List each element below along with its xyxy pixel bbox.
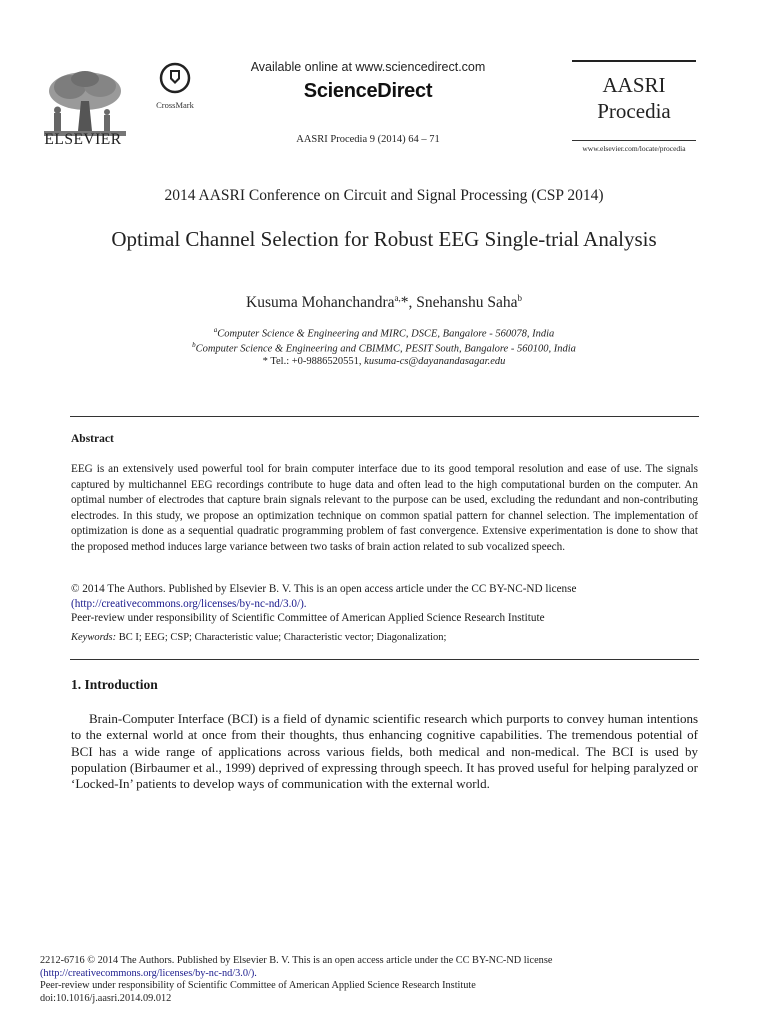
paper-title: Optimal Channel Selection for Robust EEG Single-trial Analysis: [111, 227, 657, 251]
author-superscript: a,: [394, 293, 401, 303]
abstract-body: EEG is an extensively used powerful tool for brain computer interface due to its good temporal resolution and ease of use. The signals captured by multichannel EEG recordings contribute to huge data and often lead to the high computational burden on the computer. An optimal number of electrodes that capture brain signals relevant to the purpose can be used, excluding the redundant and non-contributing electrodes. In this study, we propose an optimization technique on common spatial pattern for channel selection. The implementation of optimization is done as a sequential quadratic programming problem of fast convergence. Extensive experimentation is done to show that the proposed method induces large variance between two tasks of brain action related to sub vocalized speech.: [71, 463, 698, 553]
elsevier-wordmark: ELSEVIER: [44, 131, 122, 148]
page-footer: [40, 955, 728, 1006]
license-link[interactable]: (http://creativecommons.org/licenses/by-nc-nd/3.0/).: [71, 597, 307, 610]
aasri-procedia-masthead: [572, 60, 696, 152]
author-name: Snehanshu Saha: [416, 294, 518, 312]
keywords: [71, 632, 698, 643]
journal-url[interactable]: www.elsevier.com/locate/procedia: [582, 144, 686, 153]
crossmark-label: CrossMark: [156, 100, 194, 110]
author-list: [40, 293, 728, 312]
masthead-bottom-rule: [572, 140, 696, 141]
keywords-list: BC I; EEG; CSP; Characteristic value; Characteristic vector; Diagonalization;: [116, 632, 447, 643]
license-statement: [71, 582, 698, 626]
abstract-top-rule: [70, 416, 699, 417]
footer-license-link[interactable]: (http://creativecommons.org/licenses/by-nc-nd/3.0/).: [40, 967, 257, 979]
abstract-heading: Abstract: [71, 433, 114, 445]
author-name: Kusuma Mohanchandra: [246, 294, 395, 312]
keywords-label: Keywords:: [71, 632, 117, 643]
journal-reference: AASRI Procedia 9 (2014) 64 – 71: [296, 134, 440, 145]
aasri-procedia-title: [572, 72, 696, 124]
author-superscript: b: [517, 293, 522, 303]
aasri-title-line1: AASRI: [602, 73, 666, 97]
peer-review-line: Peer-review under responsibility of Scientific Committee of American Applied Science Research Institute: [71, 612, 545, 624]
aasri-title-line2: Procedia: [597, 99, 671, 123]
affiliation-marker: b: [192, 341, 196, 349]
contact-phone: * Tel.: +0-9886520551,: [262, 356, 365, 367]
footer-copyright: 2212-6716 © 2014 The Authors. Published by Elsevier B. V. This is an open access article under the CC BY-NC-ND license: [40, 955, 553, 966]
sciencedirect-logo[interactable]: ScienceDirect: [303, 80, 433, 102]
contact-email[interactable]: kusuma-cs@dayanandasagar.edu: [364, 356, 506, 367]
section-heading-introduction: 1. Introduction: [71, 677, 158, 692]
author-separator: *,: [400, 294, 417, 312]
introduction-paragraph: Brain-Computer Interface (BCI) is a field of dynamic scientific research which purports to convey human intentions to the external world at once from their thoughts, thus enhancing cognitive capabilities. The tremendous potential of BCI has a wide range of applications across various fields, both medical and non-medical. The BCI is used by population (Birbaumer et al., 1999) deprived of expressing through speech. It has proved useful for helping paralyzed or ‘Locked-In’ patients to develop ways of communication with the external world.: [71, 711, 698, 792]
masthead-top-rule: [572, 60, 696, 62]
available-online-text: Available online at www.sciencedirect.com: [250, 60, 486, 74]
affiliation-text: Computer Science & Engineering and CBIMMC, PESIT South, Bangalore - 560100, India: [195, 343, 576, 355]
conference-name: 2014 AASRI Conference on Circuit and Signal Processing (CSP 2014): [164, 187, 604, 204]
abstract-bottom-rule: [70, 659, 699, 660]
footer-doi[interactable]: doi:10.1016/j.aasri.2014.09.012: [40, 993, 172, 1005]
corresponding-author-contact: [40, 356, 728, 367]
license-line: © 2014 The Authors. Published by Elsevier B. V. This is an open access article under the CC BY-NC-ND license: [71, 583, 577, 595]
affiliation-text: Computer Science & Engineering and MIRC, DSCE, Bangalore - 560078, India: [217, 328, 555, 340]
affiliation-a: [40, 326, 728, 340]
footer-peer-review: Peer-review under responsibility of Scientific Committee of American Applied Science Research Institute: [40, 980, 476, 992]
affiliation-b: [40, 341, 728, 355]
affiliation-marker: a: [213, 326, 218, 334]
